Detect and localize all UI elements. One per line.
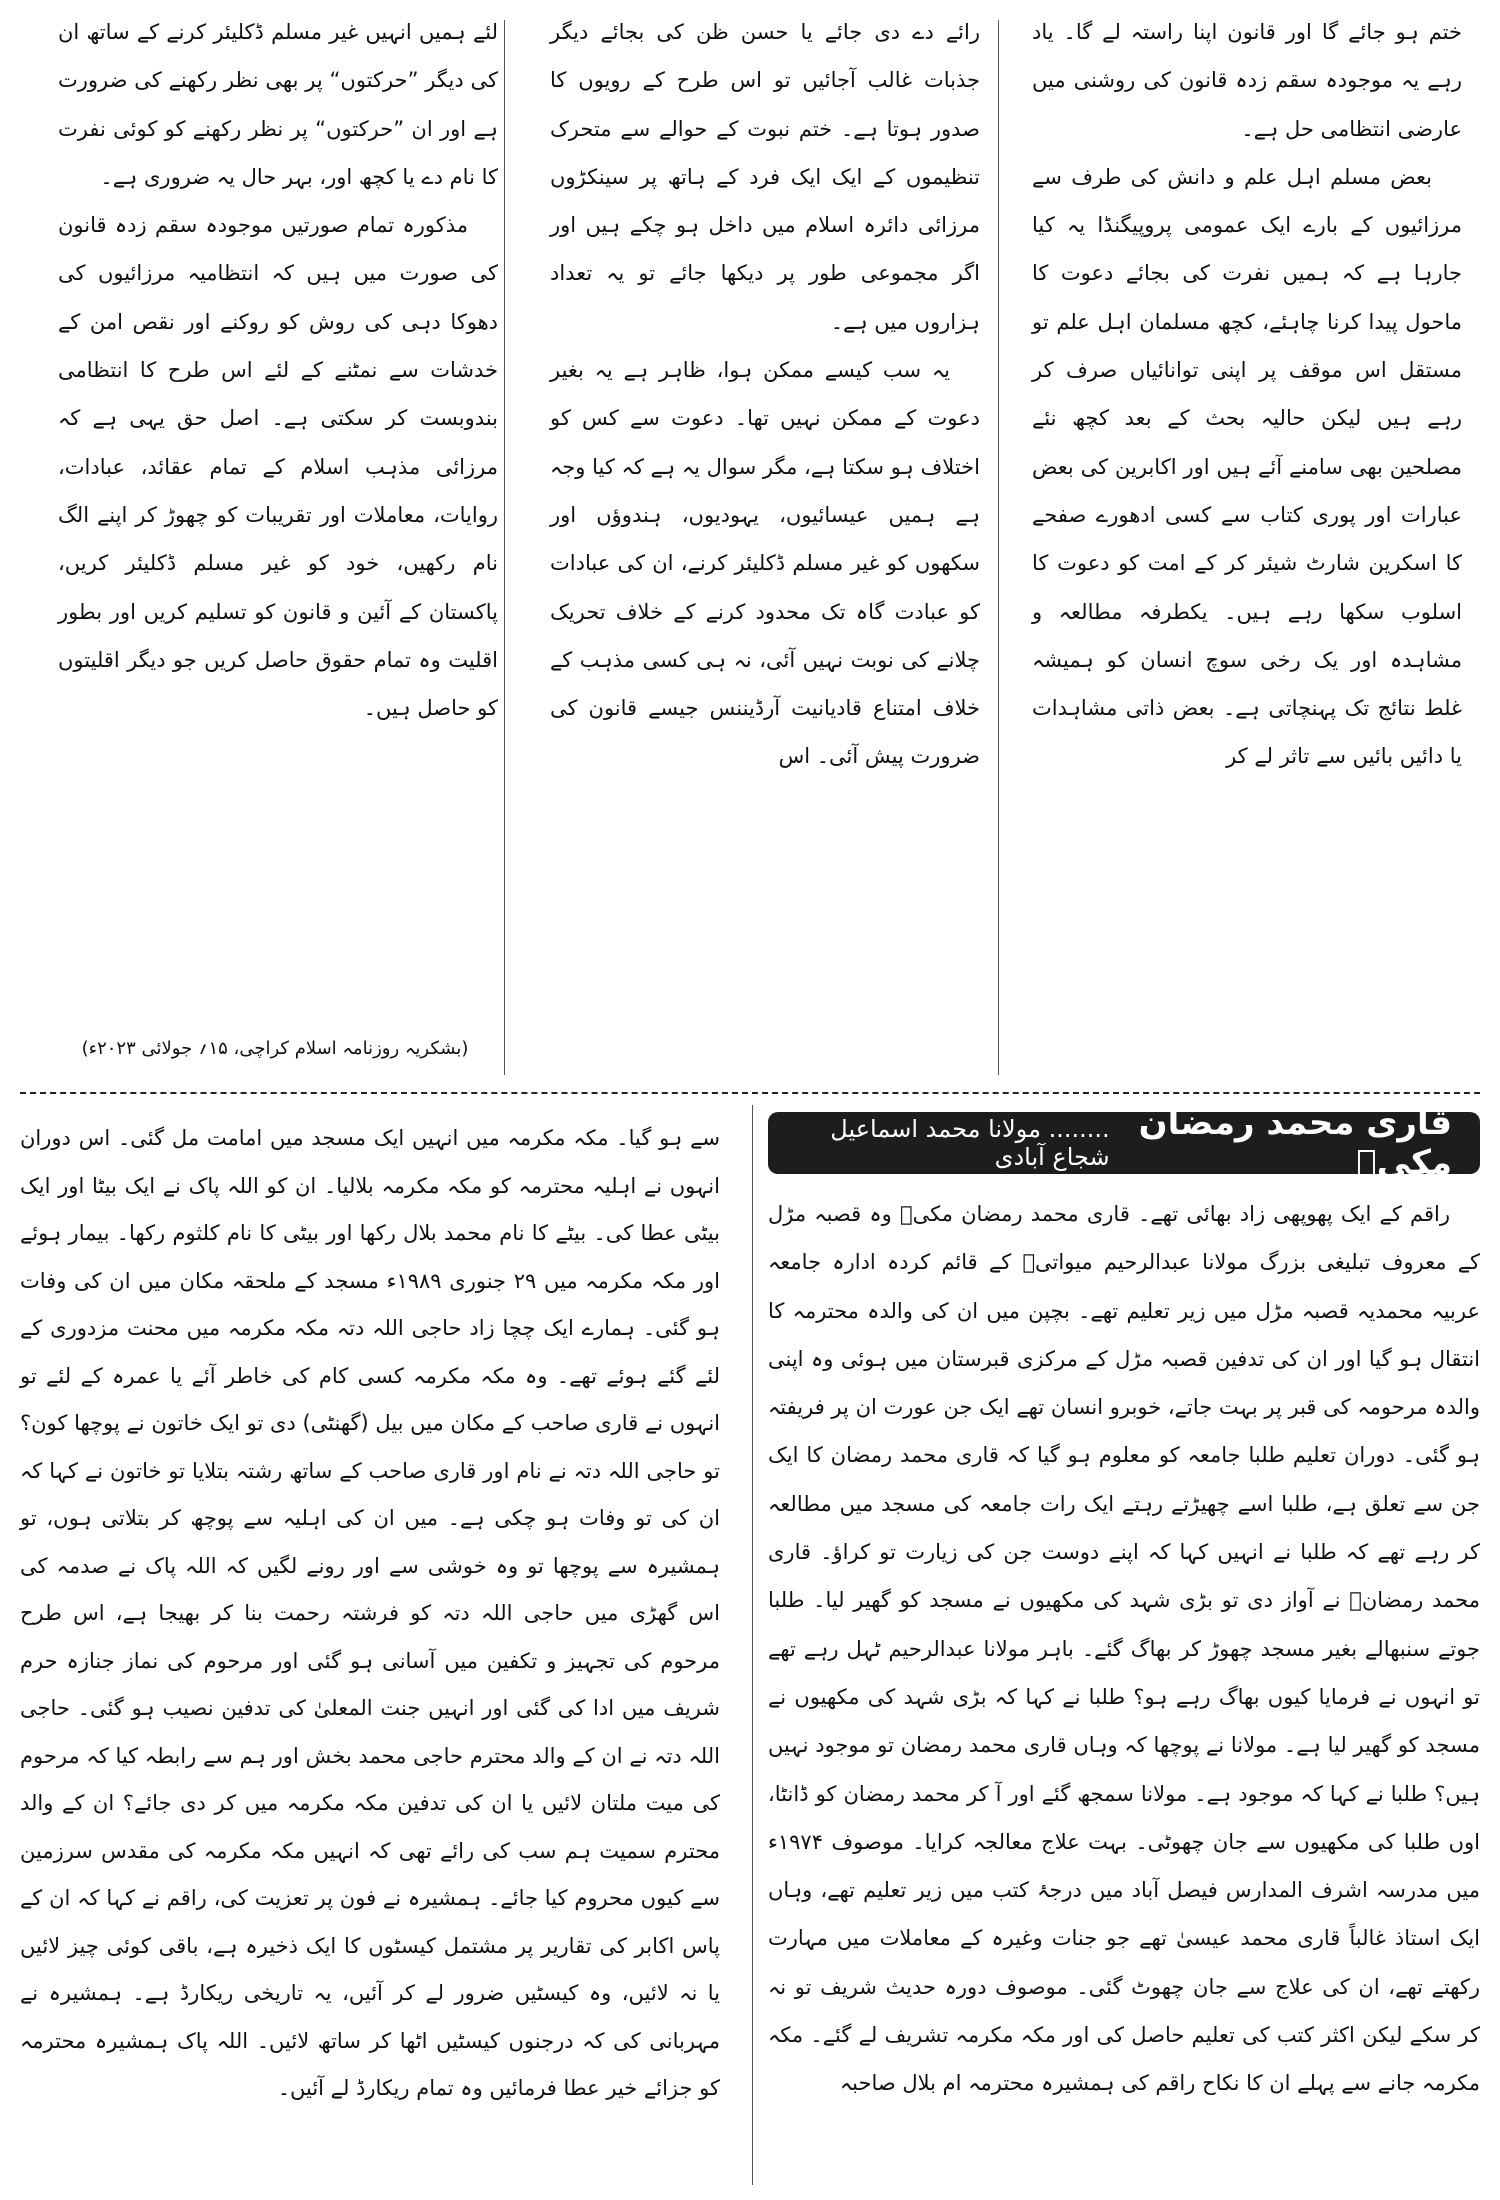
paragraph: راقم کے ایک پھوپھی زاد بھائی تھے۔ قاری محمد رمضان مکیؒ وہ قصبہ مڑل کے معروف تبلیغی بزرگ مولانا عبدالرحیم میواتیؒ کے قائم کردہ ادارہ جامعہ عربیہ محمدیہ قصبہ مڑل میں زیر تعلیم تھے۔ بچپن میں ان کی والدہ محترمہ کا انتقال ہو گیا اور ان کی تدفین قصبہ مڑل کے مرکزی قبرستان میں ہوئی وہ اپنی والدہ مرحومہ کی قبر پر بہت جاتے، خوبرو انسان تھے ایک جن عورت ان پر فریفتہ ہو گئی۔ دوران تعلیم طلبا جامعہ کو معلوم ہو گیا کہ قاری محمد رمضان کا ایک جن سے تعلق ہے، طلبا اسے چھیڑتے رہتے ایک رات جامعہ کی مسجد میں مطالعہ کر رہے تھے کہ طلبا نے انہیں کہا کہ اپنے دوست جن کی زیارت تو کراؤ۔ قاری محمد رمضانؒ نے آواز دی تو بڑی شہد کی مکھیوں نے مسجد کو گھیر لیا۔ طلبا جوتے سنبھالے بغیر مسجد چھوڑ کر بھاگ گئے۔ باہر مولانا عبدالرحیم ٹہل رہے تھے تو انہوں نے فرمایا کیوں بھاگ رہے ہو؟ طلبا نے کہا کہ بڑی شہد کی مکھیوں نے مسجد کو گھیر لیا ہے۔ مولانا نے پوچھا کہ وہاں قاری محمد رمضان تو موجود نہیں ہیں؟ طلبا نے کہا کہ موجود ہے۔ مولانا سمجھ گئے اور آ کر محمد رمضان کو ڈانٹا، اوں طلبا کی مکھیوں سے جان چھوٹی۔ بہت علاج معالجہ کرایا۔ موصوف ۱۹۷۴ء میں مدرسہ اشرف المدارس فیصل آباد میں درجۂ کتب میں زیر تعلیم تھے، وہاں ایک استاذ غالباً قاری محمد عیسیٰ تھے جو جنات وغیرہ کے معاملات میں مہارت رکھتے تھے، ان کی علاج سے جان چھوٹ گئی۔ موصوف دورہ حدیث شریف تو نہ کر سکے لیکن اکثر کتب کی تعلیم حاصل کی اور مکہ مکرمہ تشریف لے گئے۔ مکہ مکرمہ جانے سے پہلے ان کا نکاح راقم کی ہمشیرہ محترمہ ام بلال صاحبہ [768,1202,1480,2096]
paragraph: سے ہو گیا۔ مکہ مکرمہ میں انہیں ایک مسجد میں امامت مل گئی۔ اس دوران انہوں نے اہلیہ محترمہ کو مکہ مکرمہ بلالیا۔ ان کو اللہ پاک نے ایک بیٹا اور ایک بیٹی عطا کی۔ بیٹے کا نام محمد بلال رکھا اور بیٹی کا نام کلثوم رکھا۔ بیمار ہوئے اور مکہ مکرمہ میں ۲۹ جنوری ۱۹۸۹ء مسجد کے ملحقہ مکان میں ان کی وفات ہو گئی۔ ہمارے ایک چچا زاد حاجی اللہ دتہ مکہ مکرمہ میں محنت مزدوری کے لئے گئے ہوئے تھے۔ وہ مکہ مکرمہ کسی کام کی خاطر آئے یا عمرہ کے لئے تو انہوں نے قاری صاحب کے مکان میں بیل (گھنٹی) دی تو ایک خاتون نے پوچھا کون؟ تو حاجی اللہ دتہ نے نام اور قاری صاحب کے ساتھ رشتہ بتلایا تو خاتون نے کہا کہ ان کی تو وفات ہو چکی ہے۔ میں ان کی اہلیہ سے پوچھ کر بتلاتی ہوں، تو ہمشیرہ سے پوچھا تو وہ خوشی سے اور رونے لگیں کہ اللہ پاک نے صدمہ کی اس گھڑی میں حاجی اللہ دتہ کو فرشتہ رحمت بنا کر بھیجا ہے، اس طرح مرحوم کی تجہیز و تکفین میں آسانی ہو گئی اور مرحوم کی نماز جنازہ حرم شریف میں ادا کی گئی اور انہیں جنت المعلیٰ کی تدفین نصیب ہو گئی۔ حاجی اللہ دتہ نے ان کے والد محترم حاجی محمد بخش اور ہم سے رابطہ کیا کہ مرحوم کی میت ملتان لائیں یا ان کی تدفین مکہ مکرمہ میں کر دی جائے؟ ان کے والد محترم سمیت ہم سب کی رائے تھی کہ انہیں مکہ مکرمہ کی مقدس سرزمین سے کیوں محروم کیا جائے۔ ہمشیرہ نے فون پر تعزیت کی، راقم نے کہا کہ ان کے پاس اکابر کی تقاریر پر مشتمل کیسٹوں کا ایک ذخیرہ ہے، باقی کوئی چیز لائیں یا نہ لائیں، وہ کیسٹیں ضرور لے کر آئیں، یہ تاریخی ریکارڈ ہے۔ ہمشیرہ نے مہربانی کی کہ درجنوں کیسٹیں اٹھا کر ساتھ لائیں۔ اللہ پاک ہمشیرہ محترمہ کو جزائے خیر عطا فرمائیں وہ تمام ریکارڈ لے آئیں۔ [19,1126,720,2100]
column-divider [504,20,505,1075]
bottom-article-column-right [768,1190,1480,2108]
paragraph: رائے دے دی جائے یا حسن ظن کی بجائے دیگر جذبات غالب آجائیں تو اس طرح کے رویوں کا صدور ہوتا ہے۔ ختم نبوت کے حوالے سے متحرک تنظیموں کے ایک ایک فرد کے ہاتھ پر سینکڑوں مرزائی دائرہ اسلام میں داخل ہو چکے ہیں اور اگر مجموعی طور پر دیکھا جائے تو یہ تعداد ہزاروں میں ہے۔ [550,20,980,334]
paragraph: بعض مسلم اہل علم و دانش کی طرف سے مرزائیوں کے بارے ایک عمومی پروپیگنڈا یہ کیا جارہا ہے کہ ہمیں نفرت کی بجائے دعوت کا ماحول پیدا کرنا چاہئے، کچھ مسلمان اہل علم تو مستقل اس موقف پر اپنی توانائیاں صرف کر رہے ہیں لیکن حالیہ بحث کے بعد کچھ نئے مصلحین بھی سامنے آئے ہیں اور اکابرین کی بعض عبارات اور پوری کتاب سے کسی ادھورے صفحے کا اسکرین شارٹ شیئر کر کے امت کو دعوت کا اسلوب سکھا رہے ہیں۔ یکطرفہ مطالعہ و مشاہدہ اور یک رخی سوچ انسان کو ہمیشہ غلط نتائج تک پہنچاتی ہے۔ بعض ذاتی مشاہدات یا دائیں بائیں سے تاثر لے کر [1032,164,1462,769]
column-divider [752,1105,753,2185]
top-article-column-middle [550,8,980,781]
paragraph: یہ سب کیسے ممکن ہوا، ظاہر ہے یہ بغیر دعوت کے ممکن نہیں تھا۔ دعوت سے کس کو اختلاف ہو سکتا ہے، مگر سوال یہ ہے کہ کیا وجہ ہے ہمیں عیسائیوں، یہودیوں، ہندوؤں اور سکھوں کو غیر مسلم ڈکلیئر کرنے، ان کی عبادات کو عبادت گاہ تک محدود کرنے کے خلاف تحریک چلانے کی نوبت نہیں آئی، نہ ہی کسی مذہب کے خلاف امتناع قادیانیت آرڈیننس جیسے قانون کی ضرورت پیش آئی۔ اس [550,358,980,769]
source-credit: (بشکریہ روزنامہ اسلام کراچی، ۱۵؍ جولائی ۲۰۲۳ء) [81,1038,469,1059]
top-article-column-right [1032,8,1462,781]
article-author: ........ مولانا محمد اسماعیل شجاع آبادی [830,1115,1110,1171]
paragraph: مذکورہ تمام صورتیں موجودہ سقم زدہ قانون کی صورت میں ہیں کہ انتظامیہ مرزائیوں کی دھوکا دہی کی روش کو روکنے اور نقص امن کے خدشات سے نمٹنے کے لئے اس طرح کا انتظامی بندوبست کر سکتی ہے۔ اصل حق یہی ہے کہ مرزائی مذہب اسلام کے تمام عقائد، عبادات، روایات، معاملات اور تقریبات کو چھوڑ کر اپنے الگ نام رکھیں، خود کو غیر مسلم ڈکلیئر کریں، پاکستان کے آئین و قانون کو تسلیم کریں اور بطور اقلیت وہ تمام حقوق حاصل کریں جو دیگر اقلیتوں کو حاصل ہیں۔ [58,213,498,721]
article-title-bar [768,1103,1480,1183]
article-title: قاری محمد رمضان مکیؒ [1138,1103,1452,1183]
bottom-article-column-left [20,1115,720,2113]
paragraph: لئے ہمیں انہیں غیر مسلم ڈکلیئر کرنے کے ساتھ ان کی دیگر ”حرکتوں“ پر بھی نظر رکھنے کی ضرورت ہے اور ان ”حرکتوں“ پر نظر رکھنے کو کوئی نفرت کا نام دے یا کچھ اور، بہر حال یہ ضروری ہے۔ [58,20,498,189]
section-divider [20,1092,1480,1094]
column-divider [998,20,999,1075]
top-article-column-left [58,8,498,732]
paragraph: ختم ہو جائے گا اور قانون اپنا راستہ لے گا۔ یاد رہے یہ موجودہ سقم زدہ قانون کی روشنی میں عارضی انتظامی حل ہے۔ [1032,20,1462,141]
